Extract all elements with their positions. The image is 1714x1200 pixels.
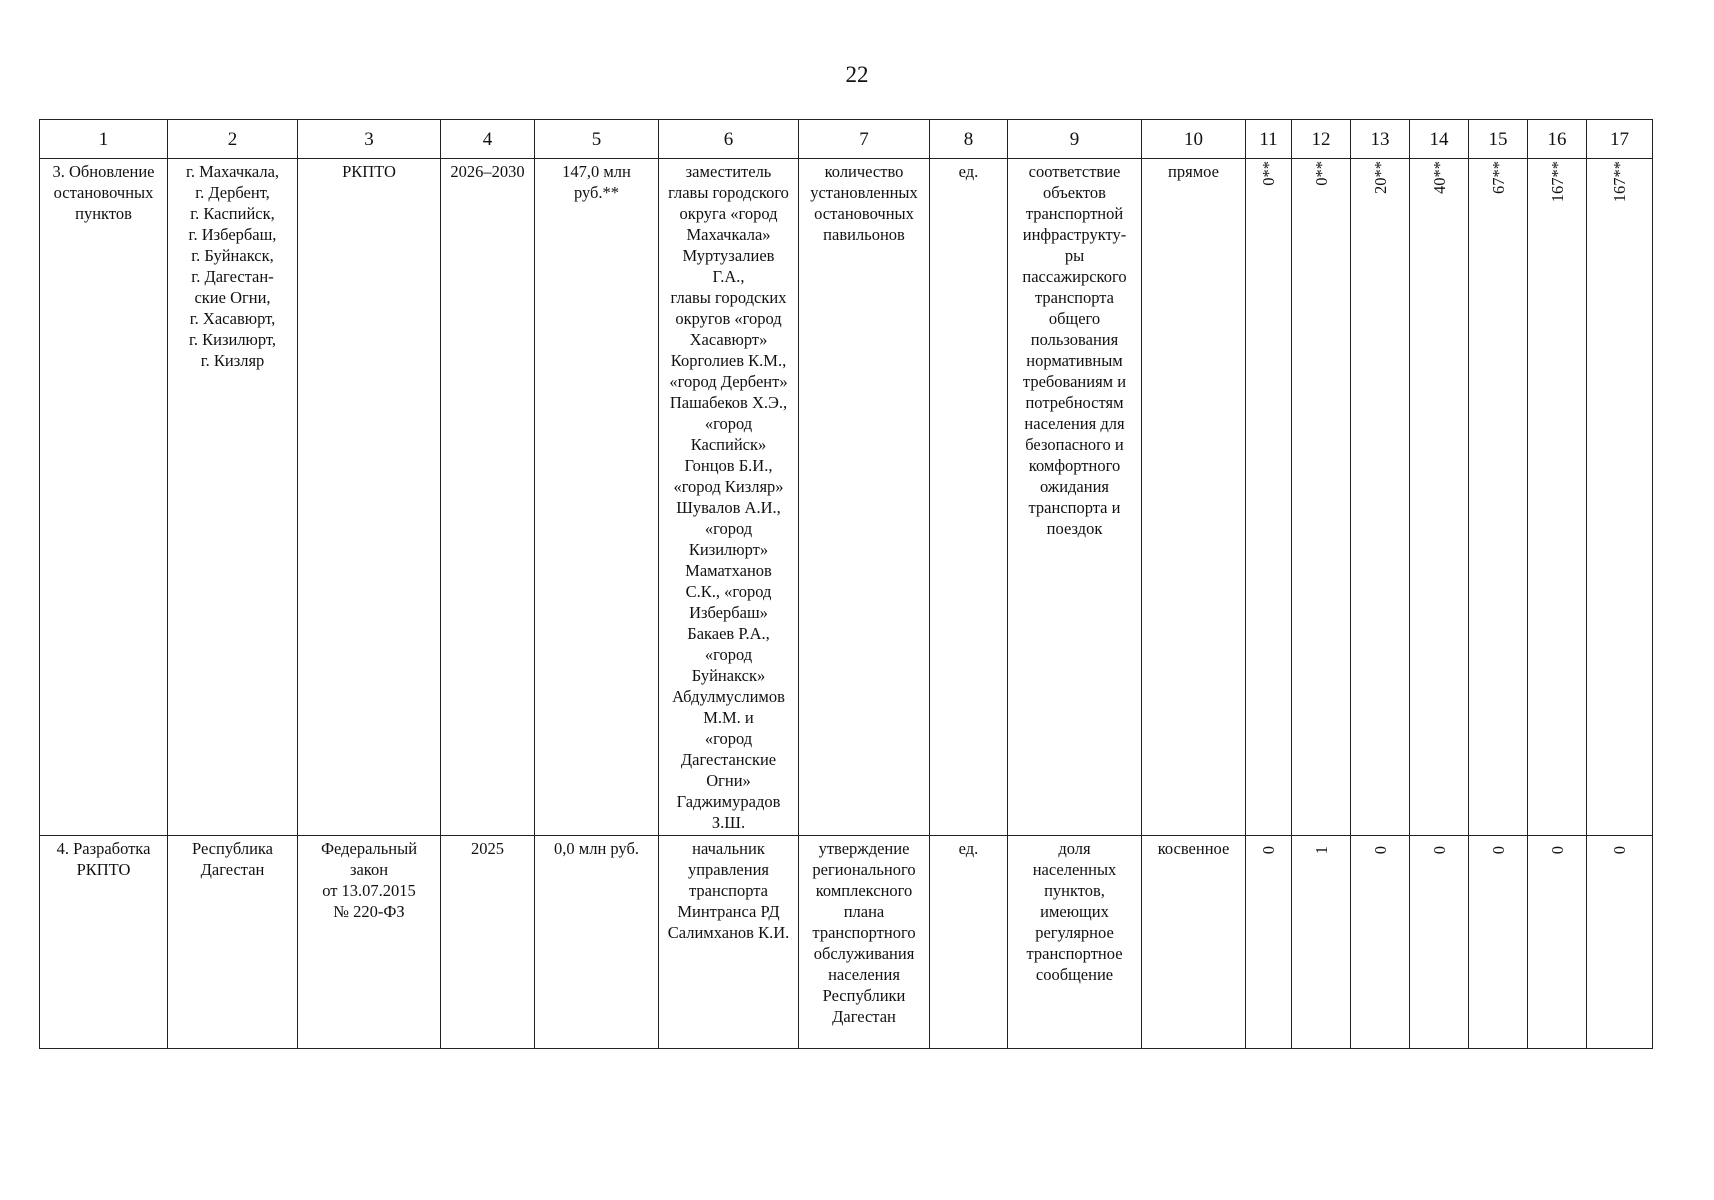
column-number: 3 bbox=[298, 120, 441, 159]
table-header-row bbox=[40, 120, 1653, 159]
unit-of-measure: ед. bbox=[958, 839, 979, 858]
column-number: 15 bbox=[1469, 120, 1528, 159]
basis-document: Федеральный закон от 13.07.2015 № 220-ФЗ bbox=[320, 839, 418, 921]
unit-of-measure: ед. bbox=[958, 162, 979, 181]
indicator-name: количество установленных остановочных павильонов bbox=[810, 162, 918, 244]
column-number: 13 bbox=[1351, 120, 1410, 159]
year-value: 0 bbox=[1610, 845, 1629, 854]
column-number: 7 bbox=[799, 120, 930, 159]
implementation-period: 2025 bbox=[471, 839, 504, 858]
year-value: 0 bbox=[1259, 845, 1278, 854]
column-number: 5 bbox=[535, 120, 659, 159]
column-number: 16 bbox=[1528, 120, 1587, 159]
year-value: 40** bbox=[1429, 161, 1449, 194]
impact-type: прямое bbox=[1168, 162, 1219, 181]
expected-result: соответствие объектов транспортной инфраструкту- ры пассажирского транспорта общего пользования нормативным требованиям и потребностям населения для безопасного и комфортного ожидания транспорта и поездок bbox=[1022, 162, 1127, 538]
column-number: 11 bbox=[1246, 120, 1292, 159]
year-value: 1 bbox=[1311, 845, 1331, 854]
column-number: 6 bbox=[659, 120, 799, 159]
activity-name: 3. Обновление остановочных пунктов bbox=[52, 162, 155, 223]
year-value: 0** bbox=[1259, 161, 1278, 186]
territory: Республика Дагестан bbox=[191, 839, 274, 879]
year-value: 167** bbox=[1547, 161, 1567, 203]
responsible-persons: начальник управления транспорта Минтранса РД Салимханов К.И. bbox=[667, 839, 790, 942]
year-value: 0 bbox=[1370, 845, 1390, 854]
responsible-persons: заместитель главы городского округа «город Махачкала» Муртузалиев Г.А., главы городских округов «город Хасавюрт» Корголиев К.М., «город Дербент» Пашабеков Х.Э., «город Каспийск» Гонцов Б.И., «город Кизляр» Шувалов А.И., «город Кизилюрт» Маматханов С.К., «город Избербаш» Бакаев Р.А., «город Буйнакск» Абдулмуслимов М.М. и «город Дагестанские Огни» Гаджимурадов З.Ш. bbox=[668, 162, 789, 832]
funding-amount: 0,0 млн руб. bbox=[554, 839, 639, 858]
table-row bbox=[40, 836, 1653, 1049]
activity-name: 4. Разработка РКПТО bbox=[56, 839, 151, 879]
column-number: 2 bbox=[168, 120, 298, 159]
column-number: 10 bbox=[1142, 120, 1246, 159]
column-number: 14 bbox=[1410, 120, 1469, 159]
column-number: 9 bbox=[1008, 120, 1142, 159]
funding-amount: 147,0 млн руб.** bbox=[562, 162, 631, 202]
impact-type: косвенное bbox=[1157, 839, 1230, 858]
implementation-period: 2026–2030 bbox=[450, 162, 525, 181]
table-row bbox=[40, 159, 1653, 836]
year-value: 0 bbox=[1488, 845, 1508, 854]
year-value: 67** bbox=[1488, 161, 1508, 194]
column-number: 12 bbox=[1292, 120, 1351, 159]
page-number: 22 bbox=[845, 62, 869, 87]
territory: г. Махачкала, г. Дербент, г. Каспийск, г. Избербаш, г. Буйнакск, г. Дагестан- ские Огни, г. Хасавюрт, г. Кизилюрт, г. Кизляр bbox=[185, 162, 280, 370]
year-value: 0** bbox=[1311, 161, 1331, 186]
column-number: 8 bbox=[930, 120, 1008, 159]
column-number: 17 bbox=[1587, 120, 1653, 159]
column-number: 4 bbox=[441, 120, 535, 159]
indicator-name: утверждение регионального комплексного плана транспортного обслуживания населения Республики Дагестан bbox=[812, 839, 916, 1026]
indicators-table bbox=[39, 119, 1653, 1049]
year-value: 20** bbox=[1370, 161, 1390, 194]
year-value: 167** bbox=[1610, 161, 1629, 203]
column-number: 1 bbox=[40, 120, 168, 159]
year-value: 0 bbox=[1547, 845, 1567, 854]
basis-document: РКПТО bbox=[342, 162, 396, 181]
expected-result: доля населенных пунктов, имеющих регулярное транспортное сообщение bbox=[1026, 839, 1123, 984]
year-value: 0 bbox=[1429, 845, 1449, 854]
